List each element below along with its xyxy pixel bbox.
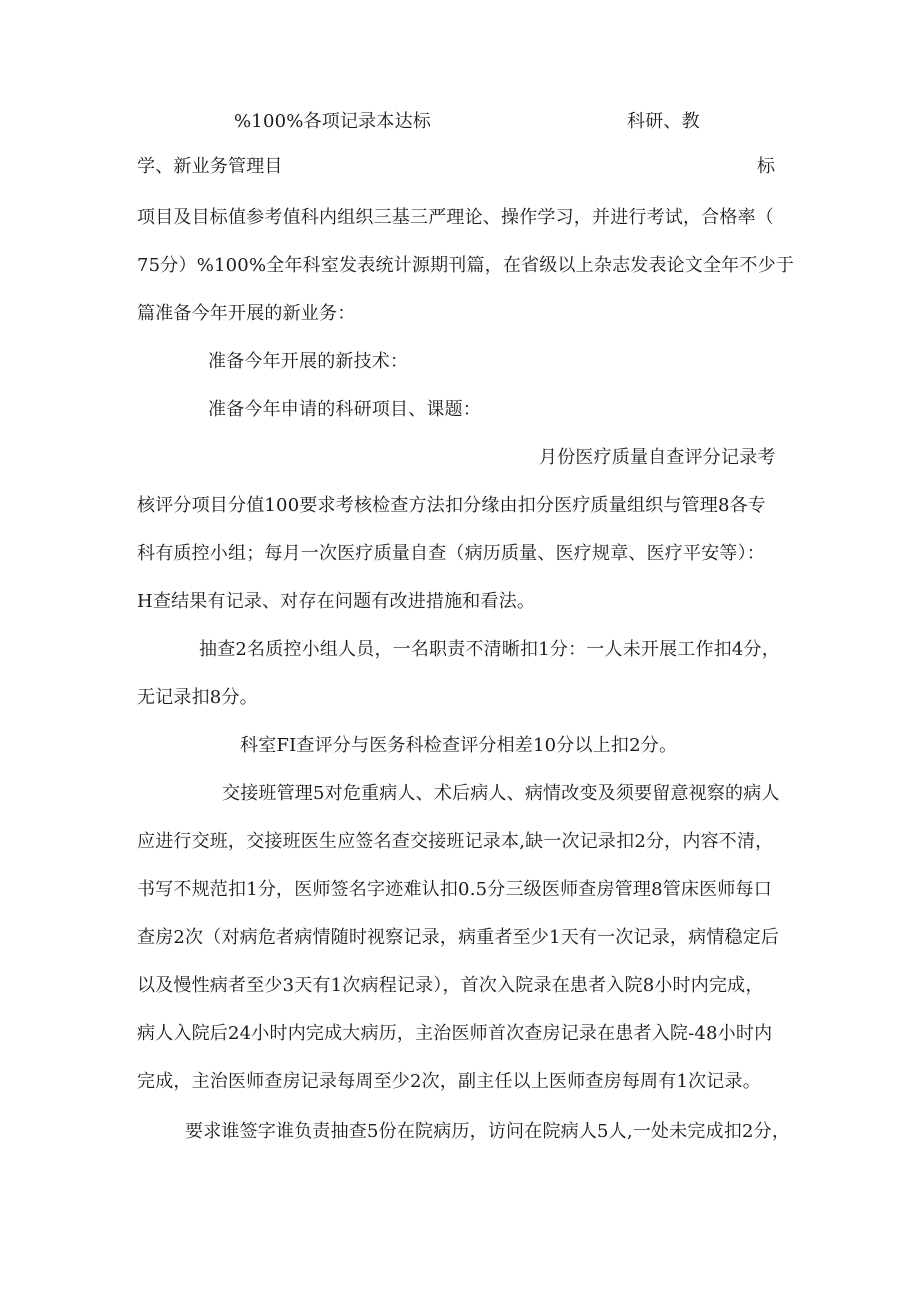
text-line: 学、新业务管理目 bbox=[137, 156, 283, 177]
text-line: 应进行交班，交接班医生应签名查交接班记录本,缺一次记录扣2分，内容不清， bbox=[137, 831, 774, 852]
text-line: 科室FI查评分与医务科检查评分相差10分以上扣2分。 bbox=[240, 735, 678, 756]
text-line: H查结果有记录、对存在问题有改进措施和看法。 bbox=[137, 591, 536, 612]
text-line: 科研、教 bbox=[627, 111, 700, 132]
text-line: 查房2次（对病危者病情随时视察记录，病重者至少1天有一次记录，病情稳定后 bbox=[137, 927, 780, 948]
text-line: 标 bbox=[757, 156, 776, 177]
text-line: 75分）%100%全年科室发表统计源期刊篇，在省级以上杂志发表论文全年不少于 bbox=[137, 255, 795, 276]
text-line: 科有质控小组；每月一次医疗质量自查（病历质量、医疗规章、医疗平安等）： bbox=[137, 543, 765, 564]
text-line: 月份医疗质量自查评分记录考 bbox=[539, 447, 776, 468]
text-line: 要求谁签字谁负责抽查5份在院病历，访问在院病人5人,一处未完成扣2分， bbox=[185, 1121, 791, 1142]
text-line: 准备今年申请的科研项目、课题： bbox=[208, 399, 481, 420]
text-line: 抽查2名质控小组人员，一名职责不清晰扣1分：一人未开展工作扣4分， bbox=[199, 639, 780, 660]
text-line: 项目及目标值参考值科内组织三基三严理论、操作学习，并进行考试，合格率（ bbox=[137, 207, 774, 228]
text-line: 核评分项目分值100要求考核检查方法扣分缘由扣分医疗质量组织与管理8各专 bbox=[137, 495, 767, 516]
text-line: 以及慢性病者至少3天有1次病程记录），首次入院录在患者入院8小时内完成， bbox=[137, 975, 764, 996]
text-line: 交接班管理5对危重病人、术后病人、病情改变及须要留意视察的病人 bbox=[222, 783, 780, 804]
text-line: 准备今年开展的新技术： bbox=[208, 351, 409, 372]
text-line: 病人入院后24小时内完成大病历，主治医师首次查房记录在患者入院-48小时内 bbox=[137, 1023, 773, 1044]
text-line: 书写不规范扣1分，医师签名字迹难认扣0.5分三级医师查房管理8管床医师每口 bbox=[137, 879, 772, 900]
text-line: 完成，主治医师查房记录每周至少2次，副主任以上医师查房每周有1次记录。 bbox=[137, 1071, 761, 1092]
text-line: 无记录扣8分。 bbox=[137, 687, 258, 708]
text-line: %100%各项记录本达标 bbox=[234, 111, 431, 132]
text-line: 篇准备今年开展的新业务： bbox=[137, 303, 356, 324]
